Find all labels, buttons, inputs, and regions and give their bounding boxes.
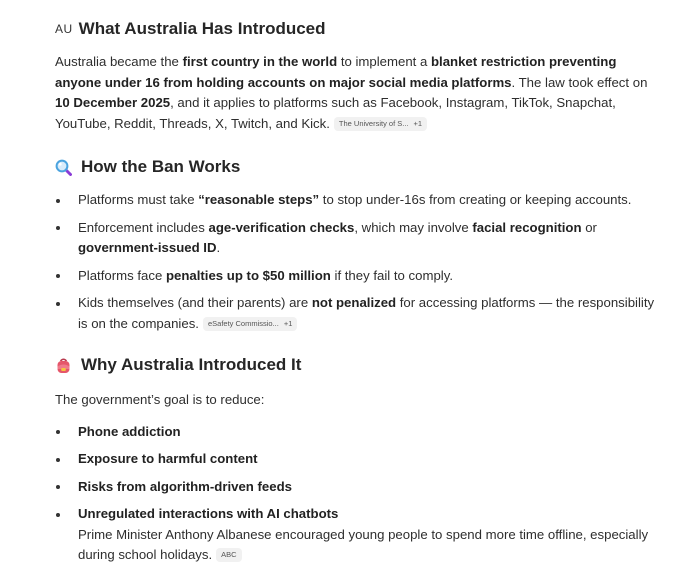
list-item: Exposure to harmful content — [55, 449, 655, 470]
section-title: Why Australia Introduced It — [81, 355, 302, 374]
school-backpack-icon — [55, 357, 72, 374]
magnifying-glass-icon — [55, 159, 72, 176]
how-list — [55, 190, 655, 334]
section-heading-introduced — [55, 18, 655, 40]
section-title: How the Ban Works — [81, 157, 241, 176]
australia-flag-icon: AU — [55, 22, 73, 36]
list-item: Platforms face penalties up to $50 million if they fail to comply. — [55, 266, 655, 287]
list-item: Kids themselves (and their parents) are not penalized for accessing platforms — the responsibility is on the companies. eSafety Commissio... +1 — [55, 293, 655, 334]
intro-paragraph: Australia became the first country in the world to implement a blanket restriction preventing anyone under 16 from holding accounts on major social media platforms. The law took effect on 10 December 2025, and it applies to platforms such as Facebook, Instagram, TikTok, Snapchat, YouTube, Reddit, Threads, X, Twitch, and Kick. The University of S... +1 — [55, 54, 648, 131]
why-list — [55, 422, 655, 566]
list-item: Risks from algorithm-driven feeds — [55, 477, 655, 498]
list-item: Phone addiction — [55, 422, 655, 443]
section-heading-why — [55, 354, 655, 376]
list-item: Enforcement includes age-verification checks, which may involve facial recognition or government-issued ID. — [55, 218, 655, 259]
answer-content — [55, 18, 655, 573]
citation-chip[interactable]: ABC — [216, 548, 241, 562]
goal-intro: The government’s goal is to reduce: — [55, 392, 265, 407]
section-heading-how — [55, 156, 655, 178]
section-title: What Australia Has Introduced — [78, 19, 326, 38]
list-item: Platforms must take “reasonable steps” to stop under-16s from creating or keeping accounts. — [55, 190, 655, 211]
citation-chip[interactable]: The University of S... +1 — [334, 117, 427, 131]
citation-chip[interactable]: eSafety Commissio... +1 — [203, 317, 297, 331]
list-item: Unregulated interactions with AI chatbots Prime Minister Anthony Albanese encouraged young people to spend more time offline, especially during school holidays. ABC — [55, 504, 655, 566]
